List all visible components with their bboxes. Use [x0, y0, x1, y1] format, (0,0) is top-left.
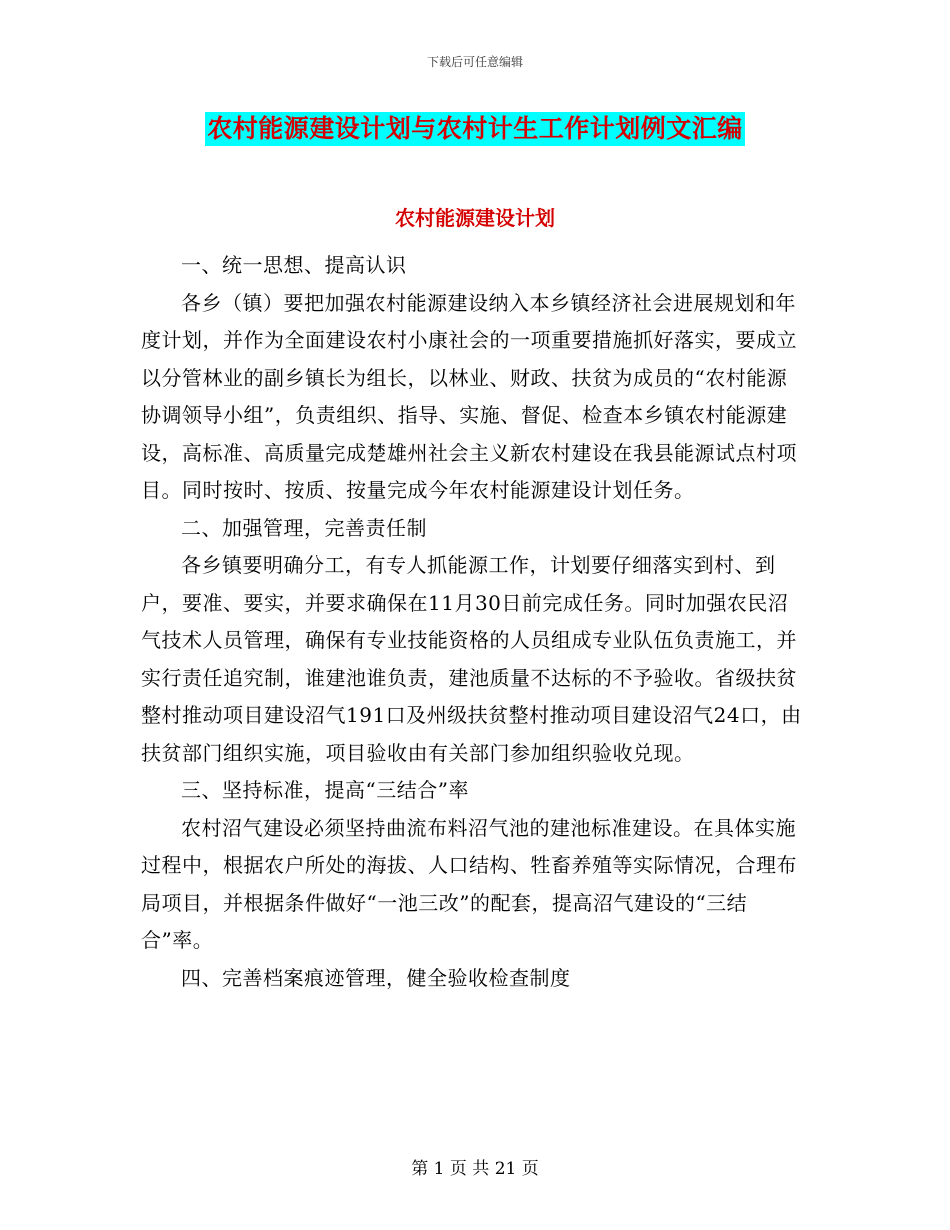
section-title: 农村能源建设计划 [395, 206, 555, 230]
header-note: 下载后可任意编辑 [426, 55, 523, 69]
heading-2: 二、加强管理，完善责任制 [181, 515, 427, 540]
paragraph-2: 各乡镇要明确分工，有专人抓能源工作，计划要仔细落实到村、到户，要准、要实，并要求确保在11月30日前完成任务。同时加强农民沼气技术人员管理，确保有专业技能资格的人员组成专业队伍负责施工，并实行责任追究制，谁建池谁负责，建池质量不达标的不予验收。省级扶贫整村推动项目建设沼气191口及州级扶贫整村推动项目建设沼气24口，由扶贫部门组织实施，项目验收由有关部门参加组织验收兑现。 [141, 553, 802, 765]
page-footer: 第 1 页 共 21 页 [411, 1159, 539, 1179]
heading-1: 一、统一思想、提高认识 [181, 253, 407, 277]
heading-4: 四、完善档案痕迹管理，健全验收检查制度 [181, 965, 571, 990]
heading-3: 三、坚持标准，提高“三结合”率 [181, 778, 469, 802]
document-title: 农村能源建设计划与农村计生工作计划例文汇编 [205, 112, 745, 146]
document-title-wrap [0, 112, 950, 146]
document-body [141, 247, 806, 997]
paragraph-1: 各乡（镇）要把加强农村能源建设纳入本乡镇经济社会进展规划和年度计划，并作为全面建设农村小康社会的一项重要措施抓好落实，要成立以分管林业的副乡镇长为组长，以林业、财政、扶贫为成员的“农村能源协调领导小组”，负责组织、指导、实施、督促、检查本乡镇农村能源建设，高标准、高质量完成楚雄州社会主义新农村建设在我县能源试点村项目。同时按时、按质、按量完成今年农村能源建设计划任务。 [141, 290, 797, 502]
paragraph-3: 农村沼气建设必须坚持曲流布料沼气池的建池标准建设。在具体实施过程中，根据农户所处的海拔、人口结构、牲畜养殖等实际情况，合理布局项目，并根据条件做好“一池三改”的配套，提高沼气建设的“三结合”率。 [141, 815, 797, 952]
